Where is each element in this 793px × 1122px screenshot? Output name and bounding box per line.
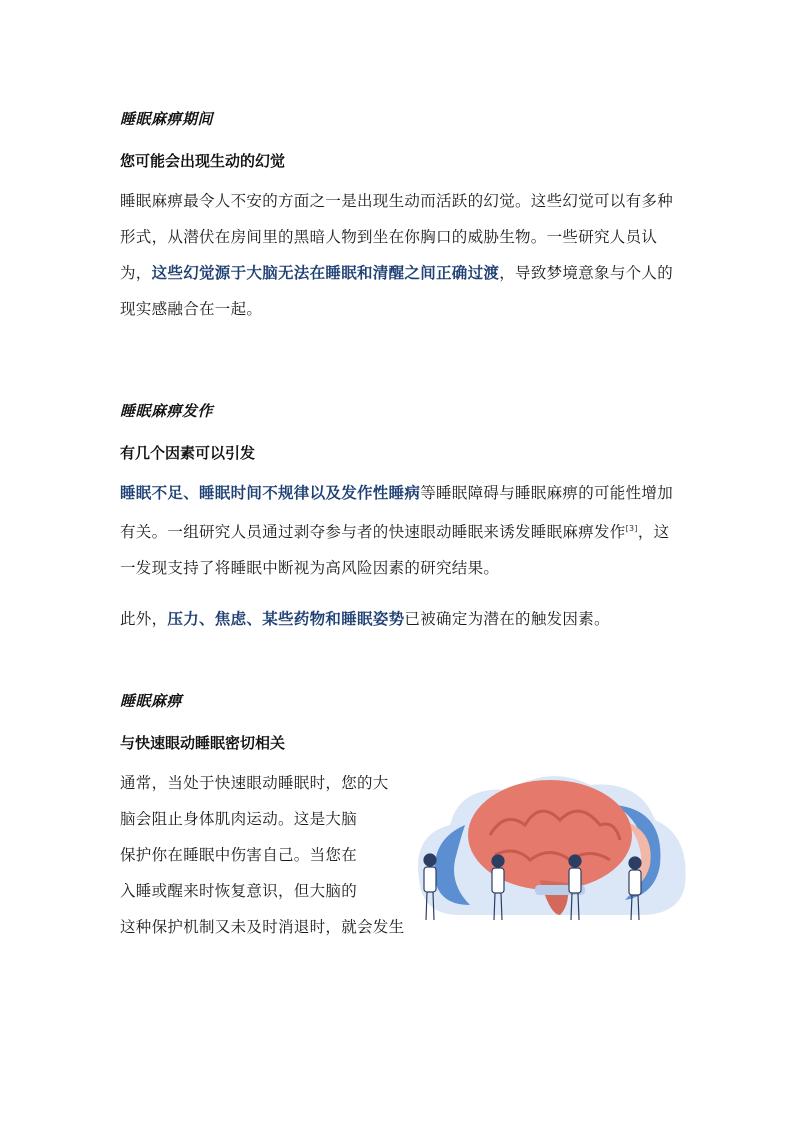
section1-highlight: 这些幻觉源于大脑无法在睡眠和清醒之间正确过渡	[151, 264, 500, 282]
section3-line: 通常，当处于快速眼动睡眠时，您的大	[120, 774, 389, 792]
section3-line: 脑会阻止身体肌肉运动。这是大脑	[120, 810, 358, 828]
brain-illustration	[400, 765, 700, 935]
section2-paragraph-2	[120, 601, 680, 637]
citation-marker: [3]	[625, 524, 638, 533]
section2-text-2-start: 此外，	[120, 610, 168, 628]
section3-subtitle: 与快速眼动睡眠密切相关	[120, 734, 286, 752]
section3-line: 保护你在睡眠中伤害自己。当您在	[120, 846, 358, 864]
section3-title: 睡眠麻痹	[120, 692, 183, 710]
section1-subtitle: 您可能会出现生动的幻觉	[120, 152, 286, 170]
section2-text-2-end: 已被确定为潜在的触发因素。	[404, 610, 610, 628]
section1-paragraph	[120, 183, 680, 327]
section2-text-1: 等睡眠障碍与睡眠麻痹的可能性增加有关。一组研究人员通过剥夺参与者的快速眼动睡眠来诱发睡眠麻痹发作	[120, 484, 674, 542]
section3-paragraph	[120, 765, 420, 945]
section2-highlight-2: 压力、焦虑、某些药物和睡眠姿势	[167, 610, 405, 628]
section2-highlight-1: 睡眠不足、睡眠时间不规律以及发作性睡病	[120, 484, 421, 502]
scientist-figure	[424, 854, 436, 920]
section2-subtitle: 有几个因素可以引发	[120, 444, 256, 462]
section2-paragraph-1	[120, 475, 680, 586]
section1-text-end: ，导致梦境意象与个人的现实感融合在一起。	[120, 264, 674, 318]
section2-text-1-end: ，这一发现支持了将睡眠中断视为高风险因素的研究结果。	[120, 523, 670, 578]
section2-title: 睡眠麻痹发作	[120, 402, 214, 420]
section3-line: 这种保护机制又未及时消退时，就会发生	[120, 918, 405, 936]
section3-line: 入睡或醒来时恢复意识，但大脑的	[120, 882, 358, 900]
section1-text-start: 睡眠麻痹最令人不安的方面之一是出现生动而活跃的幻觉。这些幻觉可以有多种形式，从潜伏在房间里的黑暗人物到坐在你胸口的威胁生物。一些研究人员认为，	[120, 192, 674, 282]
section1-title: 睡眠麻痹期间	[120, 110, 214, 128]
